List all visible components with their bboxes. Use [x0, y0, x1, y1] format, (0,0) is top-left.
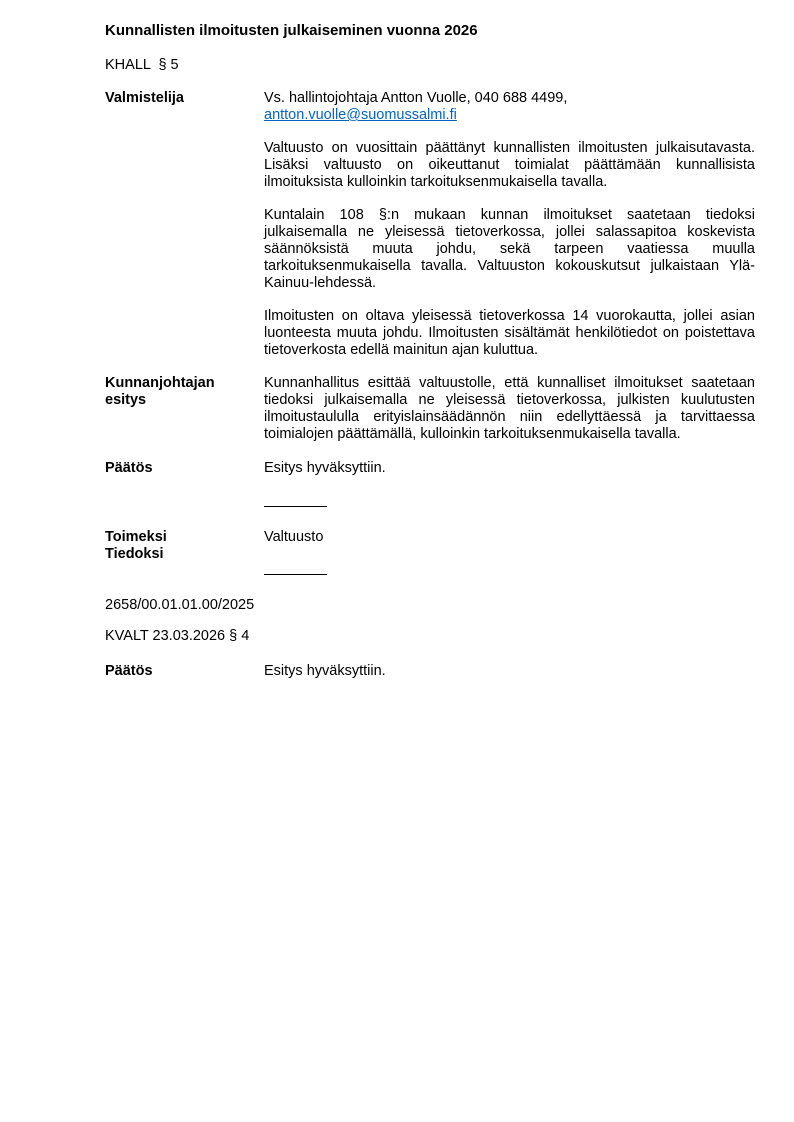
- signature-line-2: [264, 574, 327, 575]
- toimeksi-row: [105, 529, 760, 563]
- valmistelija-row: [105, 90, 760, 359]
- khall-section-heading: KHALL § 5: [105, 57, 179, 73]
- toimeksi-label-line2: Tiedoksi: [105, 546, 164, 562]
- signature-line-1: [264, 506, 327, 507]
- paatos-khall-label: Päätös: [105, 460, 153, 476]
- diary-number: 2658/00.01.01.00/2025: [105, 597, 255, 613]
- paatos-kvalt-row: [105, 663, 760, 680]
- esitys-row: [105, 375, 760, 443]
- background-paragraph-2: Kuntalain 108 §:n mukaan kunnan ilmoitukset saatetaan tiedoksi julkaisemalla ne yleisessä tietoverkossa, jollei salassapitoa koskevista säännöksistä muuta johdu, sekä tarpeen vaatiessa muulla tarkoituksenmukaisella tavalla. Valtuuston kokouskutsut julkaistaan Ylä-Kainuu-lehdessä.: [264, 207, 755, 291]
- esitys-label-line2: esitys: [105, 392, 147, 408]
- kvalt-section-heading: KVALT 23.03.2026 § 4: [105, 628, 250, 644]
- background-paragraph-1: Valtuusto on vuosittain päättänyt kunnallisten ilmoitusten julkaisutavasta. Lisäksi valtuusto on oikeuttanut toimialat päättämään kunnallisista ilmoituksista kulloinkin tarkoituksenmukaisella tavalla.: [264, 140, 755, 190]
- esitys-label: [105, 375, 264, 443]
- esitys-label-line1: Kunnanjohtajan: [105, 375, 215, 391]
- esitys-content: [264, 375, 755, 443]
- valmistelija-content: [264, 90, 755, 359]
- paatos-khall-text: Esitys hyväksyttiin.: [264, 460, 386, 476]
- toimeksi-label-line1: Toimeksi: [105, 529, 167, 545]
- email-link[interactable]: antton.vuolle@suomussalmi.fi: [264, 107, 457, 123]
- esitys-text: Kunnanhallitus esittää valtuustolle, että kunnalliset ilmoitukset saatetaan tiedoksi julkaisemalla ne yleisessä tietoverkossa, julkisten kuulutusten ilmoitustaululla erityislainsäädännön niin edellyttäessä ja tarvittaessa toimialojen päättämällä, kulloinkin tarkoituksenmukaisella tavalla.: [264, 375, 755, 442]
- paatos-kvalt-label: Päätös: [105, 663, 153, 679]
- paatos-kvalt-text: Esitys hyväksyttiin.: [264, 663, 386, 679]
- preparer-info: Vs. hallintojohtaja Antton Vuolle, 040 688 4499,: [264, 90, 568, 106]
- page-title: Kunnallisten ilmoitusten julkaiseminen vuonna 2026: [105, 22, 478, 39]
- background-paragraph-3: Ilmoitusten on oltava yleisessä tietoverkossa 14 vuorokautta, jollei asian luonteesta muuta johdu. Ilmoitusten sisältämät henkilötiedot on poistettava tietoverkosta edellä mainitun ajan kuluttua.: [264, 308, 755, 358]
- valmistelija-label: Valmistelija: [105, 90, 184, 106]
- toimeksi-text: Valtuusto: [264, 529, 324, 545]
- toimeksi-label: [105, 529, 264, 563]
- paatos-khall-row: [105, 460, 760, 477]
- preparer-email-line: [264, 107, 755, 124]
